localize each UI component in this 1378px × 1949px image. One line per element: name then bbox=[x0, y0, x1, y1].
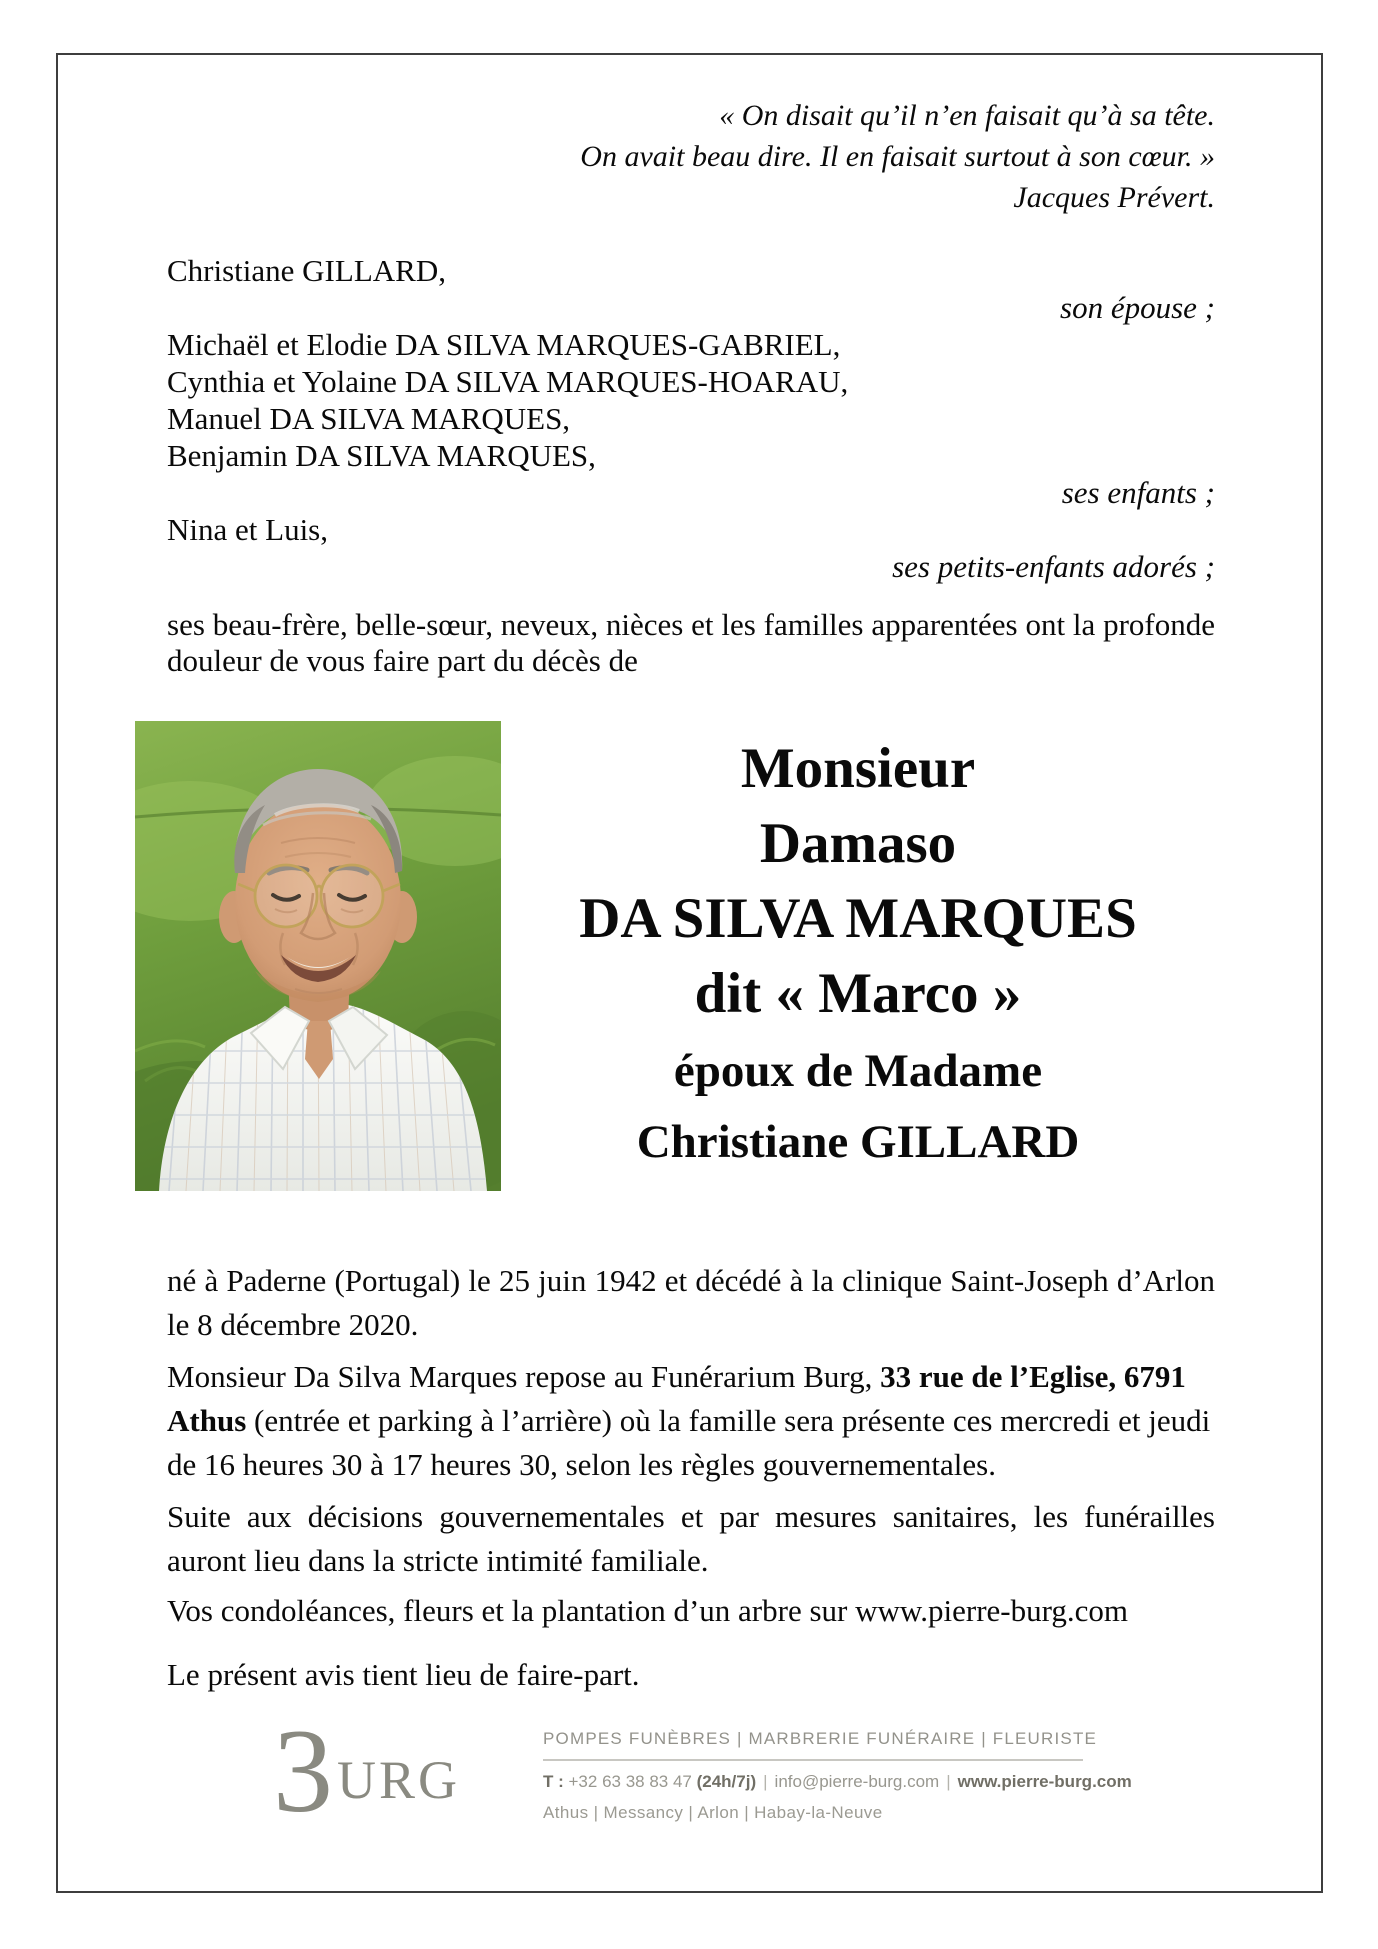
announcement-paragraph: ses beau-frère, belle-sœur, neveux, nièces et les familles apparentées ont la profonde douleur de vous faire part du décès de bbox=[167, 607, 1215, 678]
phone-label: T : bbox=[543, 1771, 564, 1791]
email-address: info@pierre-burg.com bbox=[774, 1771, 940, 1791]
repose-text-end: (entrée et parking à l’arrière) où la famille sera présente ces mercredi et jeudi de 16 heures 30 à 17 heures 30, selon les règles gouvernementales. bbox=[167, 1403, 1211, 1482]
spouse-of-name: Christiane GILLARD bbox=[636, 1116, 1080, 1168]
deceased-last-name: DA SILVA MARQUES bbox=[579, 887, 1137, 950]
footer-info bbox=[543, 1725, 1132, 1823]
deceased-title-block bbox=[501, 721, 1215, 1191]
deceased-first-name: Damaso bbox=[759, 812, 957, 875]
child-name: Cynthia et Yolaine DA SILVA MARQUES-HOARAU, bbox=[167, 364, 849, 399]
grandchildren-names: Nina et Luis, bbox=[167, 512, 328, 547]
repose-text: Monsieur Da Silva Marques repose au Funérarium Burg, bbox=[167, 1359, 881, 1394]
page-border-frame bbox=[56, 53, 1323, 1893]
opening-quote bbox=[167, 95, 1215, 218]
burg-logo bbox=[273, 1704, 461, 1837]
spouse-role: son épouse ; bbox=[1060, 290, 1215, 325]
phone-number: +32 63 38 83 47 bbox=[563, 1771, 697, 1791]
photo-and-title-row bbox=[135, 721, 1215, 1191]
footer-locations-line: Athus | Messancy | Arlon | Habay-la-Neuve bbox=[543, 1802, 883, 1822]
separator: | bbox=[763, 1771, 768, 1791]
child-name: Michaël et Elodie DA SILVA MARQUES-GABRIEL, bbox=[167, 327, 841, 362]
quote-line-2: On avait beau dire. Il en faisait surtout à son cœur. » bbox=[580, 140, 1215, 173]
funeral-home-footer bbox=[273, 1704, 1215, 1837]
repose-address: 33 rue de l’Eglise, 6791 Athus bbox=[167, 1359, 1186, 1438]
phone-hours: (24h/7j) bbox=[696, 1771, 757, 1791]
footer-services-line: POMPES FUNÈBRES | MARBRERIE FUNÉRAIRE | FLEURISTE bbox=[543, 1729, 1098, 1748]
notice-paragraph: Le présent avis tient lieu de faire-part. bbox=[167, 1657, 640, 1692]
birth-death-paragraph: né à Paderne (Portugal) le 25 juin 1942 et décédé à la clinique Saint-Joseph d’Arlon le 8 décembre 2020. bbox=[167, 1263, 1215, 1342]
burg-logo-mark: 3 bbox=[273, 1704, 333, 1837]
condolences-paragraph: Vos condoléances, fleurs et la plantation d’un arbre sur www.pierre-burg.com bbox=[167, 1593, 1128, 1628]
deceased-title: Monsieur bbox=[740, 737, 976, 800]
spouse-name: Christiane GILLARD, bbox=[167, 253, 446, 288]
footer-divider-line bbox=[543, 1759, 1083, 1761]
funeral-paragraph: Suite aux décisions gouvernementales et par mesures sanitaires, les funérailles auront lieu dans la stricte intimité familiale. bbox=[167, 1499, 1215, 1578]
child-name: Benjamin DA SILVA MARQUES, bbox=[167, 438, 596, 473]
child-name: Manuel DA SILVA MARQUES, bbox=[167, 401, 571, 436]
grandchildren-role: ses petits-enfants adorés ; bbox=[892, 549, 1215, 584]
website-url: www.pierre-burg.com bbox=[957, 1771, 1132, 1791]
quote-line-1: « On disait qu’il n’en faisait qu’à sa tête. bbox=[719, 99, 1215, 132]
children-list bbox=[167, 326, 1215, 474]
deceased-portrait-photo bbox=[135, 721, 501, 1191]
separator: | bbox=[946, 1771, 951, 1791]
quote-attribution: Jacques Prévert. bbox=[1013, 181, 1215, 214]
footer-contact-line bbox=[543, 1772, 1132, 1792]
deceased-nickname: dit « Marco » bbox=[694, 962, 1022, 1025]
spouse-of-line: époux de Madame bbox=[673, 1045, 1043, 1097]
burg-logo-text: URG bbox=[337, 1750, 461, 1810]
repose-paragraph bbox=[167, 1355, 1215, 1487]
children-role: ses enfants ; bbox=[1061, 475, 1215, 510]
